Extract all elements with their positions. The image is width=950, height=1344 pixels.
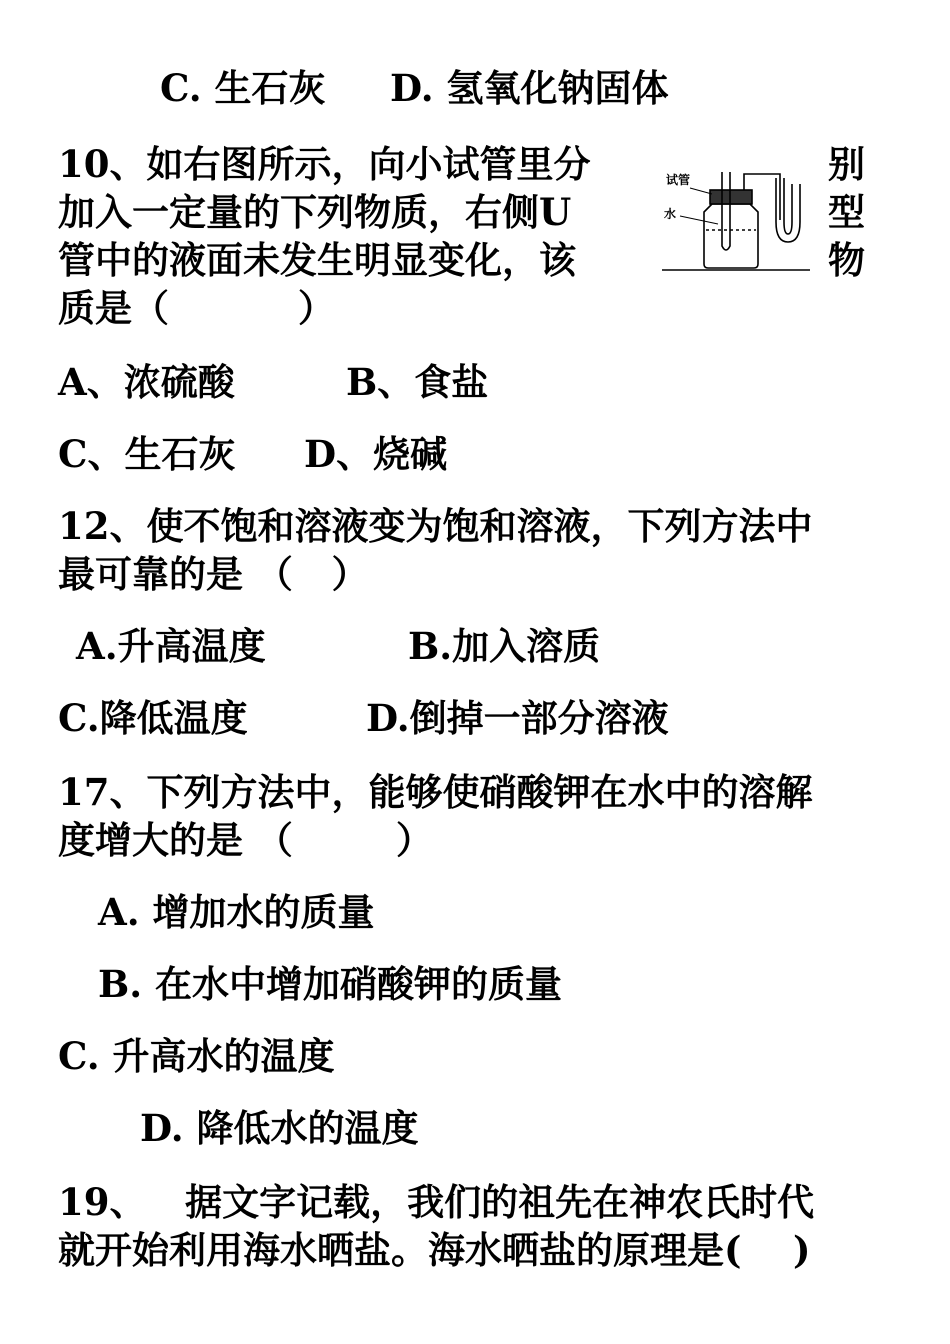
figure-label-water: 水	[664, 207, 677, 221]
q19-line-2: 就开始利用海水晒盐。海水晒盐的原理是( )	[58, 1228, 811, 1272]
q12-option-c: C.降低温度	[58, 696, 248, 740]
q10-option-b: B、食盐	[346, 360, 489, 404]
q17-option-c: C. 升高水的温度	[58, 1034, 335, 1078]
q17-line-1: 17、下列方法中，能够使硝酸钾在水中的溶解	[58, 770, 813, 814]
u-tube-apparatus-figure	[660, 164, 820, 274]
q10-wrap-char-3: 物	[828, 238, 865, 282]
figure-u-tube-inner	[784, 178, 792, 234]
q19-line-1: 19、 据文字记载，我们的祖先在神农氏时代	[58, 1180, 815, 1224]
q10-line-3: 管中的液面未发生明显变化，该	[58, 238, 576, 282]
q10-wrap-char-2: 型	[828, 190, 865, 234]
q17-option-a: A. 增加水的质量	[98, 890, 375, 934]
figure-label-tube: 试管	[666, 173, 691, 187]
q9-option-c: C. 生石灰	[160, 66, 326, 110]
q10-line-2: 加入一定量的下列物质，右侧U	[58, 190, 572, 234]
q12-line-1: 12、使不饱和溶液变为饱和溶液，下列方法中	[58, 504, 813, 548]
q10-line-1: 10、如右图所示，向小试管里分	[58, 142, 591, 186]
figure-test-tube	[722, 172, 730, 250]
q9-option-d: D. 氢氧化钠固体	[390, 66, 669, 110]
q10-option-d: D、烧碱	[304, 432, 448, 476]
figure-leader-tube	[690, 188, 712, 194]
q10-line-4: 质是（ ）	[58, 286, 335, 330]
q10-option-a: A、浓硫酸	[58, 360, 235, 404]
figure-stopper	[710, 190, 752, 204]
q12-option-b: B.加入溶质	[408, 624, 601, 668]
q17-option-b: B. 在水中增加硝酸钾的质量	[98, 962, 563, 1006]
figure-leader-water	[680, 216, 718, 224]
q17-option-d: D. 降低水的温度	[140, 1106, 419, 1150]
figure-bottle	[704, 204, 758, 268]
q12-line-2: 最可靠的是 （ ）	[58, 552, 369, 596]
q10-wrap-char-1: 别	[828, 142, 865, 186]
q10-option-c: C、生石灰	[58, 432, 236, 476]
q12-option-a: A.升高温度	[76, 624, 266, 668]
q12-option-d: D.倒掉一部分溶液	[366, 696, 669, 740]
q17-line-2: 度增大的是 （ ）	[58, 818, 433, 862]
